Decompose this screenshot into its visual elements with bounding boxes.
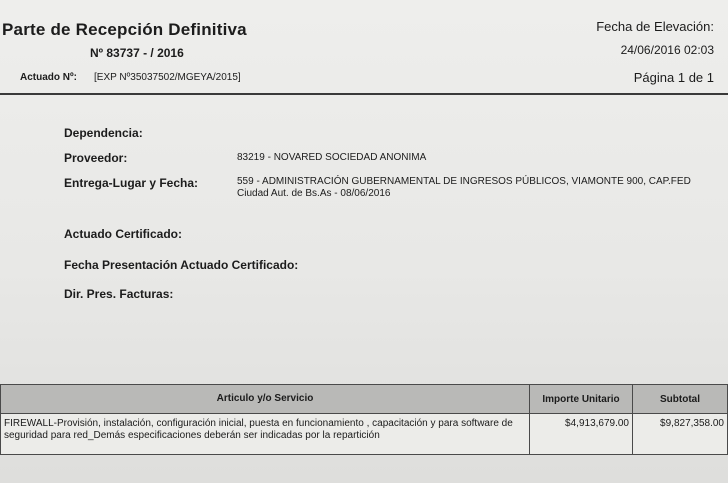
item-importe-unitario: $4,913,679.00: [530, 414, 633, 455]
item-subtotal: $9,827,358.00: [633, 414, 728, 455]
item-description: FIREWALL-Provisión, instalación, configuración inicial, puesta en funcionamiento , capacitación y para software de seguridad para red_Demás especificaciones deberán ser indicadas por la repartición: [1, 414, 530, 455]
header-divider: [0, 93, 728, 95]
items-table: [0, 384, 728, 455]
actuado-certificado-label: Actuado Certificado:: [64, 227, 183, 241]
document-number: Nº 83737 - / 2016: [90, 46, 184, 60]
header-importe-unitario: Importe Unitario: [530, 385, 633, 414]
fecha-presentacion-label: Fecha Presentación Actuado Certificado:: [64, 258, 299, 272]
fecha-elevacion-label: Fecha de Elevación:: [596, 19, 714, 34]
dir-pres-facturas-label: Dir. Pres. Facturas:: [64, 287, 174, 301]
table-row: [1, 414, 728, 455]
proveedor-label: Proveedor:: [64, 151, 128, 165]
fecha-elevacion-value: 24/06/2016 02:03: [620, 43, 714, 57]
entrega-label: Entrega-Lugar y Fecha:: [64, 176, 199, 190]
table-header-row: [1, 385, 728, 414]
page-indicator: Página 1 de 1: [633, 70, 714, 85]
dependencia-label: Dependencia:: [64, 126, 143, 140]
header-subtotal: Subtotal: [633, 385, 728, 414]
proveedor-value: 83219 - NOVARED SOCIEDAD ANONIMA: [237, 152, 427, 163]
document-title: Parte de Recepción Definitiva: [2, 20, 247, 39]
header-articulo: Articulo y/o Servicio: [1, 385, 530, 414]
entrega-value: 559 - ADMINISTRACIÓN GUBERNAMENTAL DE INGRESOS PÚBLICOS, VIAMONTE 900, CAP.FED Ciudad Aut. de Bs.As - 08/06/2016: [237, 176, 691, 199]
actuado-label: Actuado Nº:: [20, 72, 77, 83]
actuado-value: [EXP Nº35037502/MGEYA/2015]: [94, 72, 241, 83]
